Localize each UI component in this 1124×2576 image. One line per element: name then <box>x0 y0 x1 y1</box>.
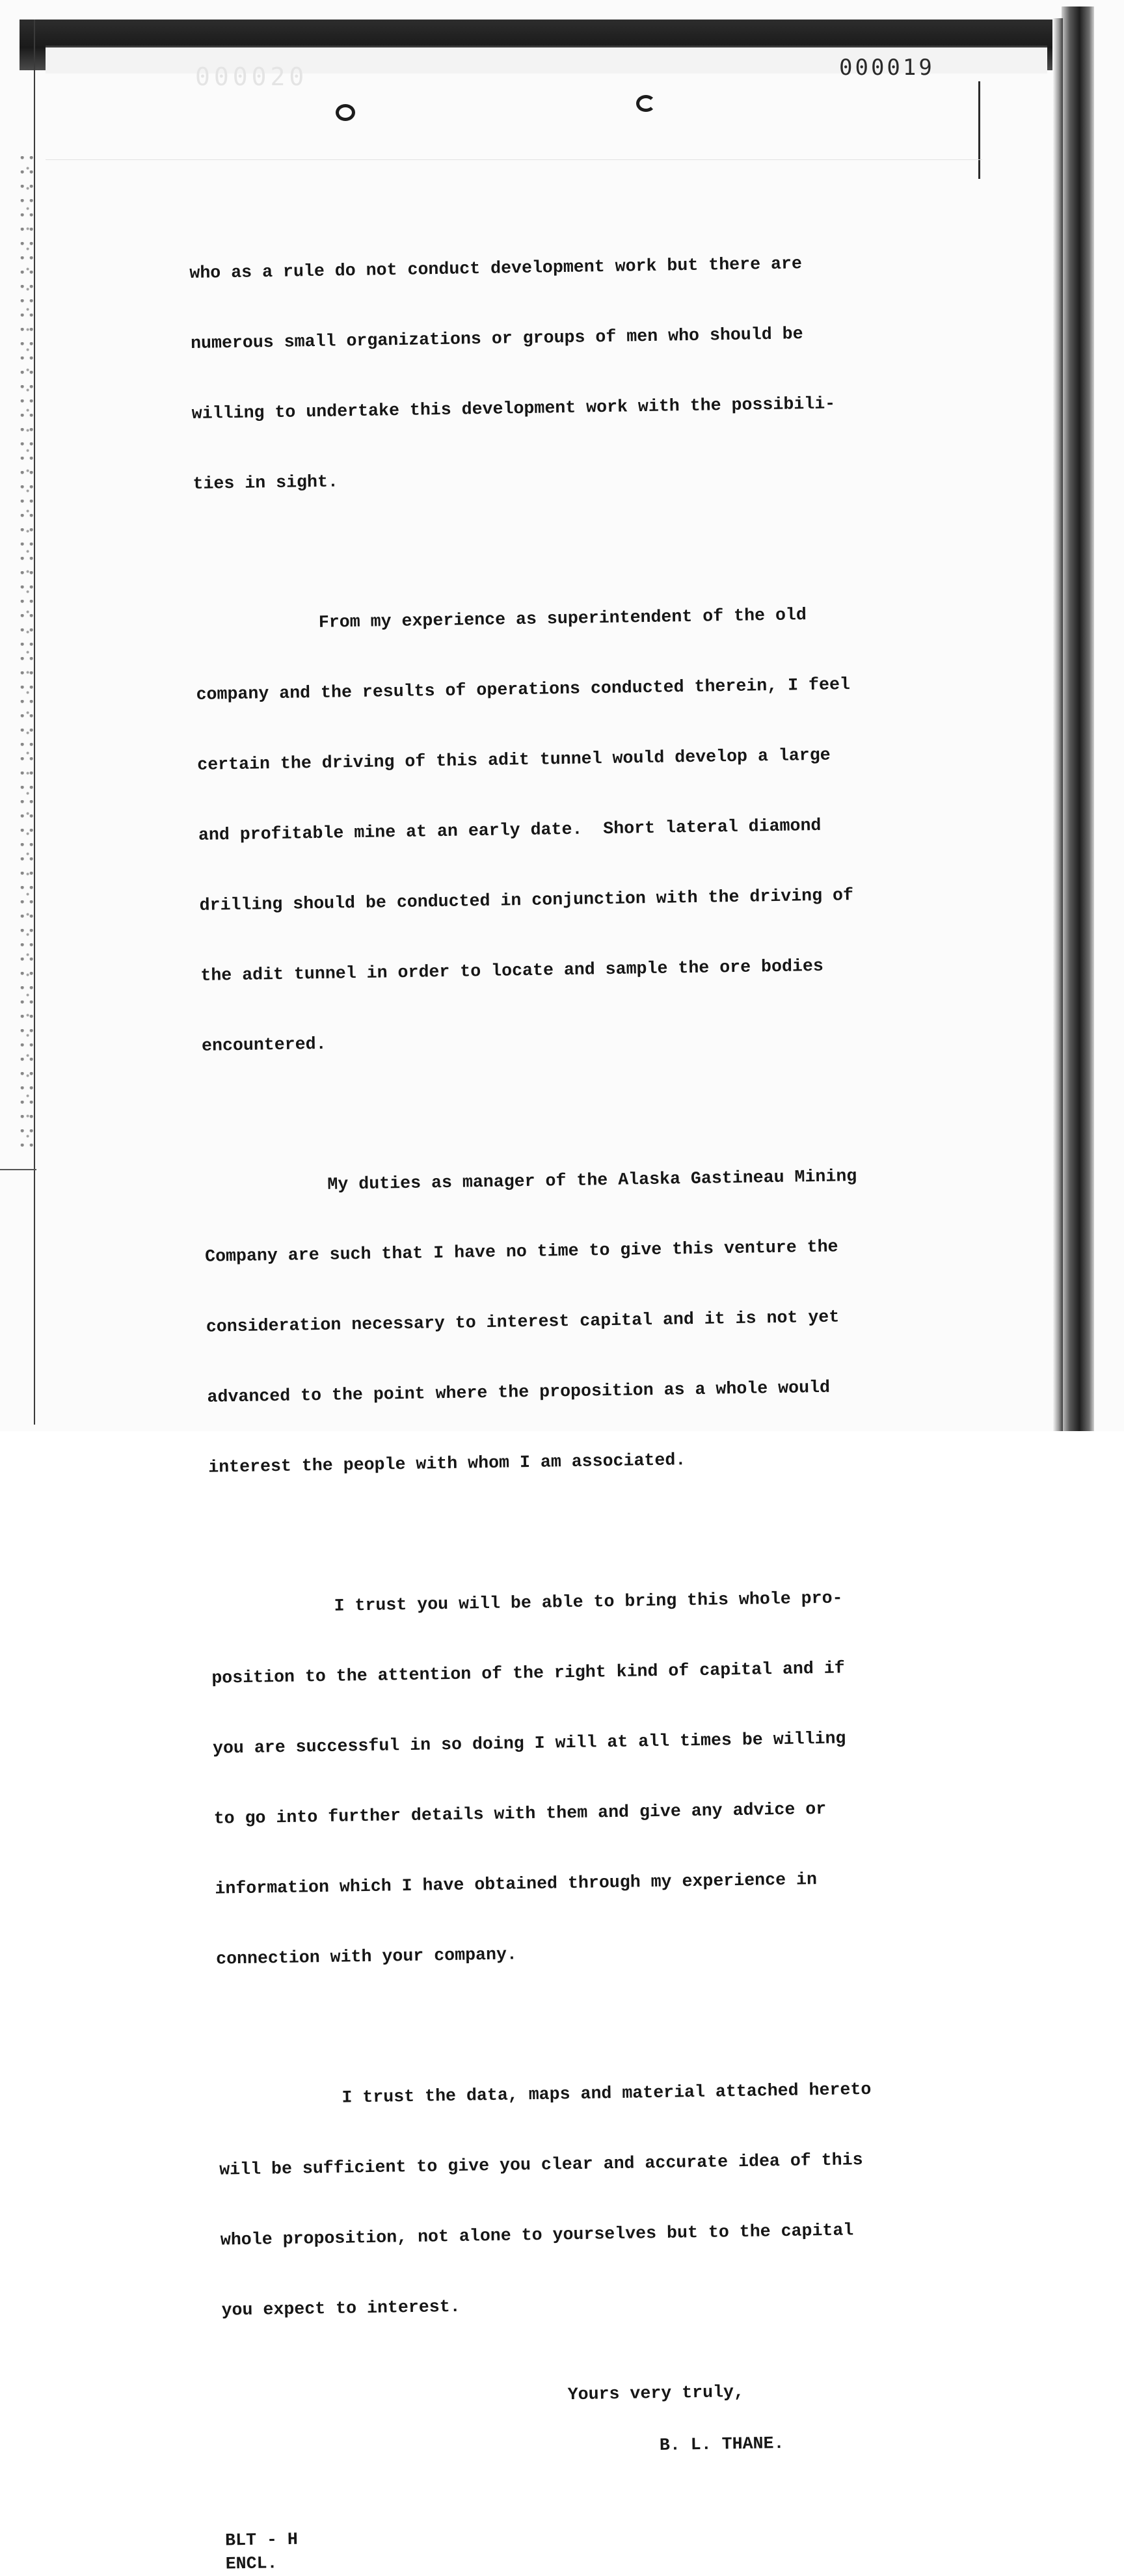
ghost-page-number: 000020 <box>195 62 308 91</box>
text-line: numerous small organizations or groups of men who should be <box>190 324 803 353</box>
text-line: the adit tunnel in order to locate and sample the ore bodies <box>200 956 824 986</box>
punch-hole-mark <box>636 95 656 112</box>
text-line: advanced to the point where the proposition as a whole would <box>207 1377 831 1407</box>
scan-faint-rule <box>46 159 982 160</box>
text-line: encountered. <box>201 1034 327 1056</box>
text-line: who as a rule do not conduct development work but there are <box>189 254 803 283</box>
scan-bottom-left-rule <box>0 1169 36 1170</box>
reference-block <box>225 2518 928 2576</box>
text-line: drilling should be conducted in conjunction with the driving of <box>199 885 854 915</box>
text-line: ties in sight. <box>193 472 339 494</box>
page-number-stamp: 000019 <box>839 55 935 81</box>
paragraph <box>194 555 905 1105</box>
scan-right-shadow <box>1062 7 1094 1431</box>
text-line: My duties as manager of the Alaska Gastineau Mining <box>327 1166 857 1194</box>
letter-closing: Yours very truly, <box>567 2382 745 2405</box>
paragraph <box>203 1117 911 1526</box>
text-line: company and the results of operations conducted therein, I feel <box>196 675 851 704</box>
text-line: From my experience as superintendent of the old <box>318 605 807 632</box>
scan-left-border <box>34 20 35 1425</box>
punch-hole-mark <box>336 104 355 121</box>
text-line: you expect to interest. <box>221 2296 461 2320</box>
text-line: consideration necessary to interest capital and it is not yet <box>206 1307 840 1337</box>
text-line: certain the driving of this adit tunnel would develop a large <box>197 745 831 775</box>
text-line: information which I have obtained through my experience in <box>215 1870 818 1899</box>
reference-initials: BLT - H <box>224 2529 299 2551</box>
letter-body <box>189 204 928 2576</box>
text-line: I trust the data, maps and material attached hereto <box>341 2079 872 2108</box>
text-line: to go into further details with them and give any advice or <box>213 1799 827 1829</box>
text-line: Company are such that I have no time to give this venture the <box>204 1237 838 1267</box>
text-line: position to the attention of the right kind of capital and if <box>211 1658 845 1688</box>
text-line: whole proposition, not alone to yourselves but to the capital <box>220 2220 854 2250</box>
paragraph <box>189 204 896 543</box>
paragraph <box>209 1538 919 2018</box>
text-line: will be sufficient to give you clear and accurate idea of this <box>219 2150 863 2180</box>
text-line: interest the people with whom I am associated. <box>208 1450 686 1477</box>
scan-right-paper-edge <box>1052 18 1063 1431</box>
text-line: willing to undertake this development work with the possibili- <box>191 394 836 423</box>
signature-name: B. L. THANE. <box>659 2434 784 2456</box>
text-line: connection with your company. <box>215 1944 518 1969</box>
paragraph <box>217 2030 925 2369</box>
enclosure-note: ENCL. <box>225 2553 278 2574</box>
text-line: you are successful in so doing I will at all times be willing <box>212 1728 846 1758</box>
text-line: and profitable mine at an early date. Short lateral diamond <box>198 815 822 845</box>
scan-right-mark <box>978 81 980 179</box>
text-line: I trust you will be able to bring this whole pro- <box>334 1588 843 1616</box>
